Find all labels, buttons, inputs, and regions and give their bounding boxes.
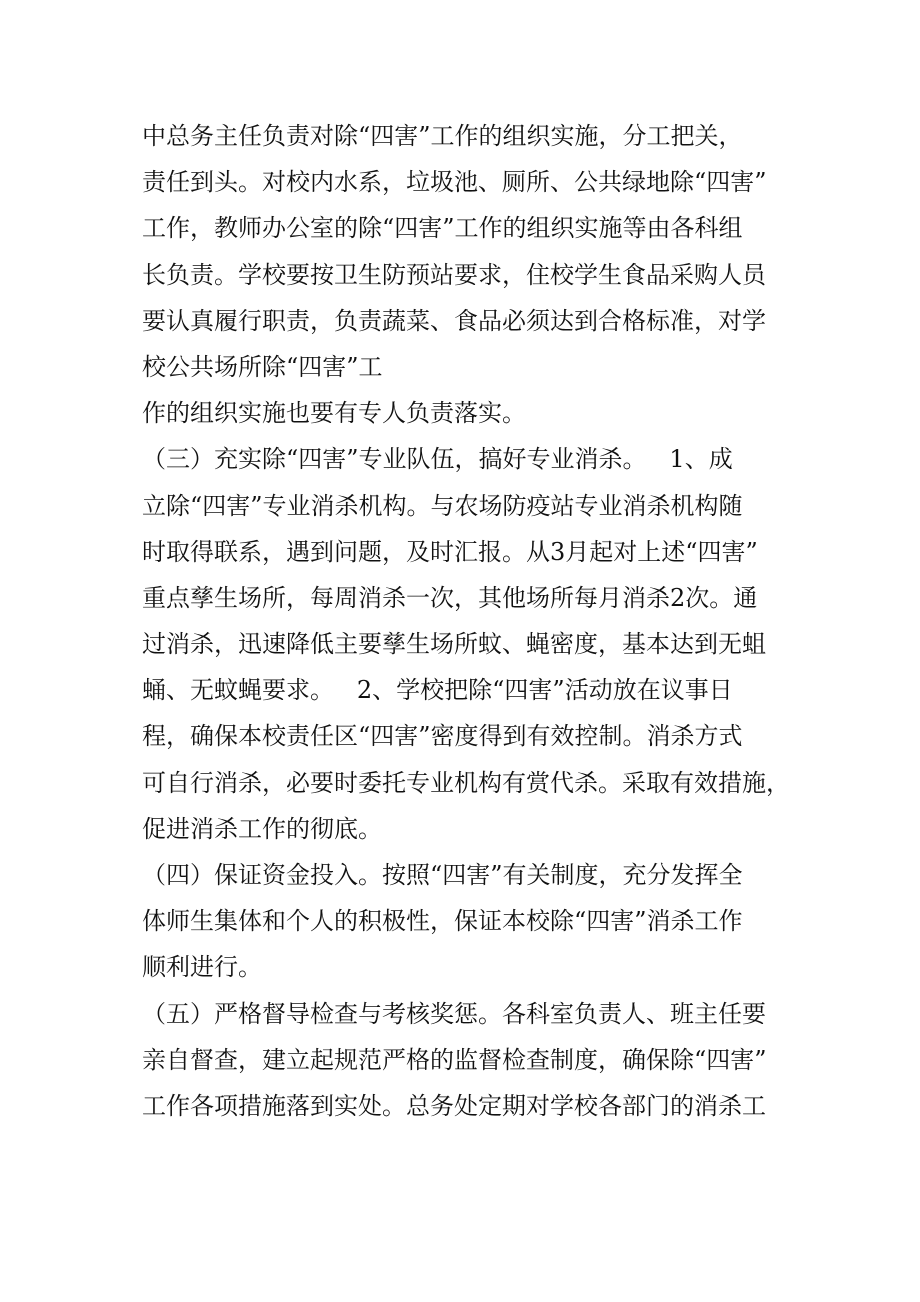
text-line: 校公共场所除“四害”工 [142,352,383,381]
text-line: 长负责。学校要按卫生防预站要求，住校学生食品采购人员 [142,260,766,289]
text-line: 立除“四害”专业消杀机构。与农场防疫站专业消杀机构随 [142,491,743,520]
text-line: 可自行消杀，必要时委托专业机构有赏代杀。采取有效措施， [142,768,790,797]
body-text [142,113,802,1129]
text-line: 责任到头。对校内水系，垃圾池、厕所、公共绿地除“四害” [142,168,767,197]
text-line: 促进消杀工作的彻底。 [142,814,382,843]
text-line: 重点孳生场所，每周消杀一次，其他场所每月消杀2次。通 [142,583,758,612]
text-line: 中总务主任负责对除“四害”工作的组织实施，分工把关， [142,122,743,150]
text-line: 程，确保本校责任区“四害”密度得到有效控制。消杀方式 [142,722,743,751]
text-line: 时取得联系，遇到问题，及时汇报。从3月起对上述“四害” [142,537,758,566]
text-line: 蛹、无蚊蝇要求。 2、学校把除“四害”活动放在议事日 [142,676,733,705]
text-line: （五）严格督导检查与考核奖惩。各科室负责人、班主任要 [142,999,766,1028]
text-line: 过消杀，迅速降低主要孳生场所蚊、蝇密度，基本达到无蛆 [142,630,766,659]
text-line: 体师生集体和个人的积极性，保证本校除“四害”消杀工作 [142,907,743,936]
text-line: 工作各项措施落到实处。总务处定期对学校各部门的消杀工 [142,1091,766,1120]
text-line: 顺利进行。 [142,953,262,982]
text-line: 工作，教师办公室的除“四害”工作的组织实施等由各科组 [142,214,743,243]
text-line: （四）保证资金投入。按照“四害”有关制度，充分发挥全 [142,861,743,889]
text-line: 亲自督查，建立起规范严格的监督检查制度，确保除“四害” [142,1045,767,1074]
text-line: 要认真履行职责，负责蔬菜、食品必须达到合格标准，对学 [142,306,766,335]
text-line: 作的组织实施也要有专人负责落实。 [142,399,526,428]
text-line: （三）充实除“四害”专业队伍，搞好专业消杀。 1、成 [142,445,733,474]
